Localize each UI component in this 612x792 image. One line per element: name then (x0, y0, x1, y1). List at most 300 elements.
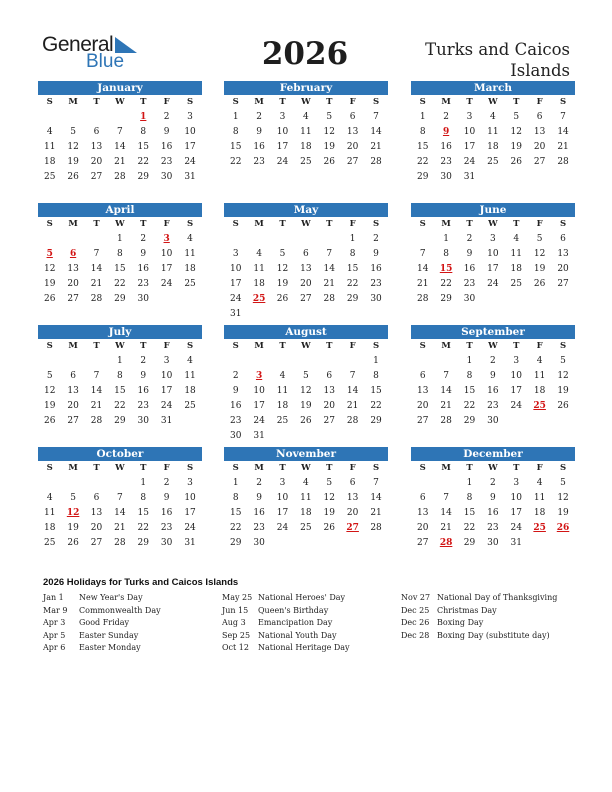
empty-cell (341, 354, 364, 369)
day-cell: 27 (416, 416, 429, 426)
empty-cell (294, 536, 317, 551)
weekday-label: F (163, 463, 170, 473)
day-cell: 7 (117, 493, 123, 503)
weekday-label: F (349, 97, 356, 107)
week-row (224, 354, 388, 369)
month-header: April (38, 203, 202, 217)
week-row (224, 247, 388, 262)
holiday-name: Boxing Day (437, 618, 484, 628)
week-row (38, 277, 202, 292)
day-cell: 11 (300, 493, 312, 503)
weekday-label: M (441, 341, 451, 351)
day-cell: 12 (67, 142, 79, 152)
week-row (224, 399, 388, 414)
day-cell: 20 (67, 401, 79, 411)
day-cell: 13 (346, 127, 359, 137)
weekday-label: S (419, 97, 426, 107)
holiday-column (401, 592, 557, 642)
holiday-day-cell: 5 (46, 249, 53, 259)
day-cell: 8 (373, 371, 379, 381)
month-september (411, 325, 575, 429)
day-cell: 31 (229, 309, 242, 319)
day-cell: 26 (300, 416, 312, 426)
day-cell: 11 (43, 142, 56, 152)
empty-cell (411, 232, 434, 247)
day-cell: 9 (232, 386, 239, 396)
week-row (38, 155, 202, 170)
month-december (411, 447, 575, 551)
holiday-item (43, 630, 161, 643)
day-cell: 23 (440, 157, 452, 167)
weekday-label: F (349, 219, 356, 229)
day-cell: 15 (346, 264, 359, 274)
day-cell: 18 (184, 264, 196, 274)
empty-cell (61, 354, 84, 369)
day-cell: 12 (323, 493, 335, 503)
day-cell: 15 (114, 386, 126, 396)
empty-cell (364, 307, 387, 322)
day-cell: 27 (67, 416, 79, 426)
month-header: July (38, 325, 202, 339)
day-cell: 18 (533, 508, 546, 518)
week-row (411, 369, 575, 384)
logo-text-general: General (42, 33, 114, 56)
day-cell: 25 (276, 416, 289, 426)
empty-cell (178, 414, 201, 429)
month-january (38, 81, 202, 185)
holiday-name: New Year's Day (79, 593, 143, 602)
day-cell: 6 (560, 234, 566, 244)
day-cell: 12 (533, 249, 546, 259)
day-cell: 28 (323, 294, 335, 304)
day-cell: 20 (323, 401, 335, 411)
empty-cell (38, 354, 61, 369)
week-row (411, 262, 575, 277)
week-row (224, 277, 388, 292)
day-cell: 16 (160, 142, 173, 152)
day-cell: 17 (276, 142, 289, 152)
weekday-label: F (163, 341, 170, 351)
day-cell: 11 (184, 249, 196, 259)
empty-cell (271, 429, 294, 444)
empty-cell (551, 414, 574, 429)
holiday-day-cell: 3 (255, 371, 263, 381)
empty-cell (364, 536, 387, 551)
day-cell: 10 (276, 127, 289, 137)
weekday-label: S (372, 463, 380, 473)
day-cell: 3 (466, 112, 473, 122)
weekday-label: S (46, 341, 53, 351)
empty-cell (108, 476, 131, 491)
week-row (411, 521, 575, 536)
day-cell: 8 (117, 371, 123, 381)
day-cell: 9 (256, 493, 262, 503)
empty-cell (364, 429, 387, 444)
empty-cell (85, 110, 108, 125)
day-cell: 29 (440, 294, 452, 304)
week-row (38, 170, 202, 185)
day-cell: 18 (276, 401, 289, 411)
day-cell: 15 (229, 142, 242, 152)
day-cell: 21 (557, 142, 569, 152)
logo-text-blue: Blue (86, 51, 125, 72)
day-cell: 7 (419, 249, 426, 259)
week-row (411, 414, 575, 429)
day-cell: 2 (490, 478, 496, 488)
day-cell: 23 (370, 279, 382, 289)
day-cell: 6 (93, 493, 100, 503)
weekday-row (411, 217, 575, 232)
day-cell: 11 (533, 493, 546, 503)
weekday-label: W (115, 97, 125, 107)
holiday-item (43, 642, 161, 655)
holiday-day-cell: 28 (439, 538, 453, 548)
holiday-name: Commonwealth Day (79, 605, 161, 615)
day-cell: 18 (300, 508, 312, 518)
day-cell: 21 (90, 401, 103, 411)
day-cell: 16 (253, 142, 265, 152)
day-cell: 29 (137, 172, 149, 182)
day-cell: 7 (443, 371, 449, 381)
day-cell: 31 (510, 538, 522, 548)
day-cell: 13 (416, 508, 429, 518)
day-cell: 17 (160, 386, 173, 396)
week-row (224, 262, 388, 277)
weekday-label: S (232, 219, 239, 229)
day-cell: 16 (370, 264, 382, 274)
weekday-label: W (301, 97, 311, 107)
day-cell: 9 (466, 249, 473, 259)
weekday-label: T (93, 219, 100, 229)
week-row (411, 506, 575, 521)
day-cell: 13 (533, 127, 546, 137)
month-header: February (224, 81, 388, 95)
day-cell: 1 (443, 234, 449, 244)
weekday-label: T (513, 341, 520, 351)
holiday-date: Jan 1 (43, 593, 64, 602)
day-cell: 13 (90, 142, 103, 152)
day-cell: 30 (370, 294, 382, 304)
day-cell: 11 (300, 127, 312, 137)
day-cell: 20 (300, 279, 312, 289)
day-cell: 12 (510, 127, 522, 137)
empty-cell (247, 307, 270, 322)
weekday-label: W (115, 341, 125, 351)
day-cell: 16 (487, 508, 499, 518)
week-row (411, 277, 575, 292)
empty-cell (38, 110, 61, 125)
weekday-label: W (301, 463, 311, 473)
day-cell: 27 (90, 172, 103, 182)
empty-cell (411, 354, 434, 369)
holiday-date: Aug 3 (222, 618, 246, 628)
day-cell: 9 (140, 249, 147, 259)
day-cell: 26 (533, 279, 546, 289)
day-cell: 9 (373, 249, 379, 259)
day-cell: 31 (253, 431, 265, 441)
weekday-label: S (559, 341, 567, 351)
week-row (224, 414, 388, 429)
day-cell: 8 (140, 127, 147, 137)
day-cell: 22 (229, 157, 242, 167)
weekday-label: W (301, 341, 311, 351)
day-cell: 24 (253, 416, 265, 426)
month-header: December (411, 447, 575, 461)
day-cell: 23 (160, 523, 173, 533)
month-february (224, 81, 388, 170)
day-cell: 24 (160, 401, 173, 411)
holiday-column (43, 592, 161, 655)
holiday-name: Good Friday (79, 618, 130, 628)
day-cell: 8 (466, 493, 473, 503)
day-cell: 2 (466, 234, 473, 244)
day-cell: 26 (510, 157, 522, 167)
month-header: October (38, 447, 202, 461)
day-cell: 18 (510, 264, 522, 274)
weekday-label: S (186, 463, 194, 473)
day-cell: 23 (253, 157, 265, 167)
day-cell: 16 (160, 508, 173, 518)
week-row (411, 491, 575, 506)
week-row (38, 476, 202, 491)
empty-cell (294, 307, 317, 322)
empty-cell (155, 292, 178, 307)
holiday-list (43, 577, 583, 653)
weekday-label: T (140, 219, 147, 229)
day-cell: 18 (43, 523, 56, 533)
day-cell: 28 (346, 416, 359, 426)
holiday-item (222, 630, 350, 643)
day-cell: 22 (463, 401, 476, 411)
day-cell: 3 (279, 478, 286, 488)
day-cell: 10 (184, 493, 196, 503)
empty-cell (294, 354, 317, 369)
month-october (38, 447, 202, 551)
day-cell: 24 (510, 401, 522, 411)
weekday-label: M (254, 97, 264, 107)
day-cell: 10 (487, 249, 499, 259)
weekday-label: T (140, 341, 147, 351)
weekday-label: T (326, 97, 333, 107)
week-row (224, 369, 388, 384)
weekday-row (411, 461, 575, 476)
weekday-label: W (488, 341, 498, 351)
day-cell: 27 (346, 157, 359, 167)
weekday-label: T (279, 463, 286, 473)
day-cell: 3 (279, 112, 286, 122)
weekday-label: W (488, 463, 498, 473)
weekday-label: M (441, 219, 451, 229)
day-cell: 14 (440, 386, 452, 396)
empty-cell (38, 476, 61, 491)
day-cell: 24 (510, 523, 522, 533)
day-cell: 12 (300, 386, 312, 396)
empty-cell (61, 110, 84, 125)
day-cell: 12 (557, 493, 569, 503)
weekday-label: T (279, 97, 286, 107)
day-cell: 6 (419, 493, 426, 503)
holiday-day-cell: 9 (442, 127, 450, 137)
holiday-date: Apr 5 (43, 630, 66, 640)
day-cell: 14 (90, 386, 103, 396)
weekday-label: W (488, 219, 498, 229)
empty-cell (178, 292, 201, 307)
day-cell: 26 (67, 538, 79, 548)
holiday-item (43, 592, 161, 605)
day-cell: 7 (349, 371, 356, 381)
empty-cell (271, 354, 294, 369)
day-cell: 17 (253, 401, 265, 411)
holiday-name: National Youth Day (258, 630, 337, 640)
day-cell: 10 (229, 264, 242, 274)
day-cell: 31 (160, 416, 173, 426)
day-cell: 14 (370, 127, 382, 137)
holiday-name: Emancipation Day (258, 618, 333, 628)
day-cell: 1 (117, 234, 123, 244)
day-cell: 15 (137, 142, 149, 152)
month-header: August (224, 325, 388, 339)
day-cell: 13 (557, 249, 569, 259)
day-cell: 2 (256, 112, 262, 122)
day-cell: 21 (440, 523, 452, 533)
empty-cell (294, 429, 317, 444)
day-cell: 4 (536, 478, 543, 488)
holiday-item (401, 592, 557, 605)
holiday-day-cell: 26 (556, 523, 570, 533)
empty-cell (85, 354, 108, 369)
day-cell: 22 (416, 157, 429, 167)
weekday-label: T (279, 341, 286, 351)
day-cell: 14 (557, 127, 569, 137)
weekday-label: S (186, 97, 194, 107)
day-cell: 26 (323, 157, 335, 167)
day-cell: 31 (463, 172, 476, 182)
day-cell: 29 (463, 538, 476, 548)
week-row (38, 262, 202, 277)
day-cell: 20 (90, 157, 103, 167)
weekday-row (38, 95, 202, 110)
country-title: Turks and Caicos Islands (425, 40, 570, 80)
week-row (411, 384, 575, 399)
empty-cell (271, 536, 294, 551)
day-cell: 22 (137, 157, 149, 167)
holiday-name: National Day of Thanksgiving (437, 593, 558, 602)
week-row (411, 232, 575, 247)
day-cell: 3 (490, 234, 496, 244)
day-cell: 18 (300, 142, 312, 152)
day-cell: 5 (513, 112, 520, 122)
day-cell: 19 (67, 157, 79, 167)
week-row (224, 384, 388, 399)
empty-cell (247, 232, 270, 247)
day-cell: 4 (303, 112, 309, 122)
day-cell: 30 (137, 416, 149, 426)
day-cell: 23 (137, 401, 149, 411)
day-cell: 13 (323, 386, 335, 396)
weekday-label: T (513, 463, 520, 473)
day-cell: 10 (510, 493, 522, 503)
day-cell: 2 (163, 112, 170, 122)
day-cell: 23 (463, 279, 476, 289)
day-cell: 5 (46, 371, 53, 381)
day-cell: 12 (276, 264, 289, 274)
empty-cell (551, 170, 574, 185)
day-cell: 9 (256, 127, 262, 137)
day-cell: 6 (349, 112, 356, 122)
day-cell: 27 (557, 279, 569, 289)
holiday-item (43, 617, 161, 630)
empty-cell (411, 476, 434, 491)
day-cell: 23 (253, 523, 265, 533)
holiday-day-cell: 6 (69, 249, 77, 259)
day-cell: 1 (232, 112, 239, 122)
day-cell: 22 (114, 401, 126, 411)
day-cell: 19 (557, 386, 569, 396)
weekday-row (224, 339, 388, 354)
day-cell: 1 (373, 356, 379, 366)
day-cell: 6 (326, 371, 333, 381)
empty-cell (61, 476, 84, 491)
day-cell: 25 (487, 157, 499, 167)
holiday-item (222, 592, 350, 605)
day-cell: 3 (513, 356, 520, 366)
weekday-label: S (372, 219, 380, 229)
week-row (411, 399, 575, 414)
week-row (224, 429, 388, 444)
day-cell: 2 (443, 112, 449, 122)
day-cell: 6 (536, 112, 543, 122)
weekday-label: M (254, 219, 264, 229)
weekday-label: S (232, 341, 239, 351)
day-cell: 15 (463, 508, 476, 518)
day-cell: 9 (163, 493, 170, 503)
weekday-label: F (163, 219, 170, 229)
week-row (224, 476, 388, 491)
day-cell: 1 (419, 112, 426, 122)
day-cell: 5 (560, 356, 566, 366)
day-cell: 20 (557, 264, 569, 274)
day-cell: 10 (184, 127, 196, 137)
empty-cell (505, 170, 528, 185)
day-cell: 25 (184, 279, 196, 289)
weekday-label: T (466, 97, 473, 107)
day-cell: 19 (43, 401, 56, 411)
empty-cell (505, 414, 528, 429)
day-cell: 24 (276, 157, 289, 167)
day-cell: 1 (232, 478, 239, 488)
holiday-date: Apr 3 (43, 618, 66, 628)
year-title: 2026 (261, 36, 349, 72)
weekday-label: S (232, 463, 239, 473)
day-cell: 4 (256, 249, 262, 259)
day-cell: 20 (416, 401, 429, 411)
day-cell: 22 (346, 279, 359, 289)
weekday-label: M (254, 341, 264, 351)
week-row (224, 491, 388, 506)
day-cell: 11 (487, 127, 499, 137)
day-cell: 8 (117, 249, 123, 259)
day-cell: 20 (416, 523, 429, 533)
day-cell: 19 (533, 264, 546, 274)
weekday-label: T (279, 219, 286, 229)
day-cell: 5 (536, 234, 543, 244)
day-cell: 15 (416, 142, 429, 152)
empty-cell (318, 307, 341, 322)
day-cell: 6 (349, 478, 356, 488)
week-row (38, 232, 202, 247)
day-cell: 25 (43, 172, 56, 182)
week-row (38, 521, 202, 536)
